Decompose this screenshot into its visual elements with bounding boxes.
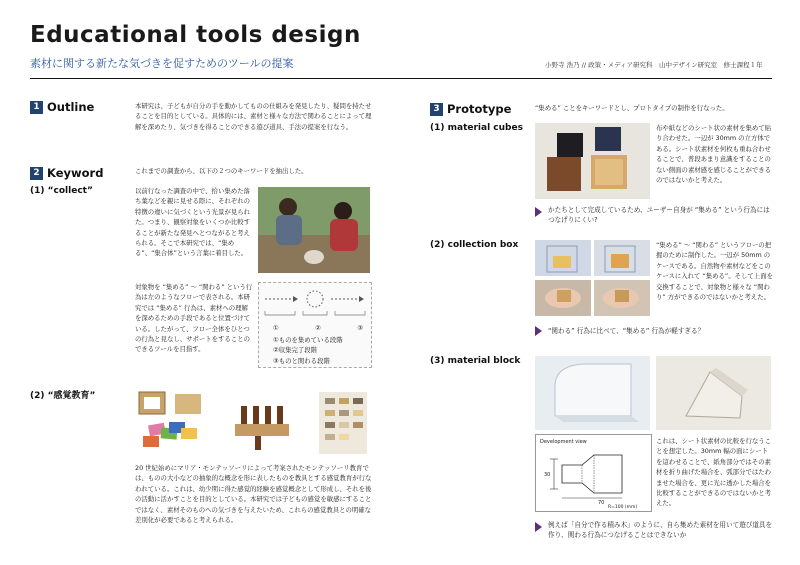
collection-box-photos: [535, 240, 650, 316]
montessori-tools-photos: [135, 388, 370, 458]
section-number-badge: 2: [30, 167, 43, 180]
drawing-label: Development view: [540, 439, 587, 445]
note-marker-icon: [535, 326, 542, 336]
material-block-photo-2: [656, 356, 771, 430]
flow-number-2: ②: [315, 324, 321, 332]
flow-number-1: ①: [273, 324, 279, 332]
section-title: Prototype: [447, 102, 512, 116]
block-label: (3) material block: [430, 356, 521, 366]
flow-step-3: ③ものと関わる段階: [273, 356, 330, 365]
flow-number-3: ③: [357, 324, 363, 332]
section-number-badge: 1: [30, 101, 43, 114]
development-view-drawing: [535, 434, 652, 512]
note-marker-icon: [535, 207, 542, 217]
dim-width: 70: [598, 500, 605, 506]
box-note: “関わる” 行為に比べて、“集める” 行為が軽すぎる？: [535, 326, 775, 336]
section-keyword-heading: [30, 166, 103, 180]
collect-label: (1) “collect”: [30, 186, 93, 196]
author-line: 小野寺 浩乃 // 政策・メディア研究科 山中デザイン研究室 修士課程１年: [545, 61, 763, 69]
cubes-text: 布や紙などのシート状の素材を集めて貼り合わせた。一辺が 30mm の立方体である。シート状素材を何枚も重ね合わせることで、普段あまり意識をすることのない側面の素材感を感じることができるのではないかと考えた。: [656, 124, 772, 185]
sensory-text: 20 世紀始めにマリア・モンテッソーリによって考案されたモンテッソーリ教育では、ものの大小などの抽象的な概念を形に表したものを教具とする感覚教育が行なわれている。これは、幼少期に得た感覚的経験を感覚概念として形成し、それを後の活動に活かすことを目的としている。本研究では子どもの感覚を敏感にすることではなく、素材そのものへの気づきを与えたいため、これらの感覚教具との明確な差別化が必要であると考えられる。: [135, 464, 372, 525]
prototype-intro: “集める” ことをキーワードとし、プロトタイプの制作を行なった。: [535, 104, 729, 112]
outline-text: 本研究は、子どもが自分の手を動かしてものの仕組みを発見したり、疑問を持たせることを目的としている。具体的には、素材と様々な方法で関わることによって理解を深めたり、気づきを得ることのできる遊び道具、手法の提案を行なう。: [135, 102, 372, 131]
flow-step-2: ②収集完了段階: [273, 346, 318, 355]
collect-text-1: 以前行なった調査の中で、拾い集めた落ち葉などを親に見せる際に、それぞれの特徴の違いに気づくという光景が見られた。つまり、観察対象をいくつか比較することが新たな発見へとつながると考えられる。そこで本研究では、“集める”、“集合体”という言葉に着目した。: [135, 187, 251, 258]
section-prototype-heading: [430, 102, 511, 116]
dim-height: 30: [544, 472, 551, 478]
flow-step-1: ①ものを集めている段階: [273, 336, 343, 344]
section-title: Keyword: [47, 166, 104, 180]
cubes-label: (1) material cubes: [430, 123, 523, 133]
header-divider: [30, 78, 772, 79]
dim-radius: R=100 (mm): [608, 505, 638, 510]
section-title: Outline: [47, 100, 95, 114]
sensory-label: (2) “感覚教育”: [30, 391, 96, 401]
section-number-badge: 3: [430, 103, 443, 116]
cubes-note: かたちとして完成しているため、ユーザー自身が “集める” という行為にはつなげりにくい?: [535, 205, 775, 226]
material-cubes-photo: [535, 123, 650, 199]
block-note: 例えば「自分で作る積み木」のように、自ら集めた素材を用いて遊び道具を作り、関わる行為につなげることはできないか: [535, 520, 775, 541]
flow-diagram: [258, 282, 372, 368]
collect-text-2: 対象物を “集める” 〜 “関わる” という行為は左のようなフローで表される。本研究では “集める” 行為は、素材への理解を深めるための手段であると位置づけている。したがって、フロー全体をひとつの行為と見なし、サポートをすることのできるツールを目指す。: [135, 283, 253, 354]
page-subtitle: 素材に関する新たな気づきを促すためのツールの提案: [30, 57, 294, 70]
material-block-photo-1: [535, 356, 650, 430]
children-collecting-photo: [258, 187, 370, 273]
note-marker-icon: [535, 522, 542, 532]
box-label: (2) collection box: [430, 240, 519, 250]
section-outline-heading: [30, 100, 94, 114]
page-title: Educational tools design: [30, 22, 361, 48]
block-text: これは、シート状素材の比較を行なうことを想定した。30mm 幅の面にシートを這わせることで、紙角部分ではその素材を折り曲げた場合を、弧部分ではたわませた場合を、更に光に透かした場合を比較することができるのではないかと考えた。: [656, 437, 772, 508]
flow-arrows-graphic: [259, 285, 371, 321]
box-text: “集める” 〜 “関わる” というフローの把握のために制作した。一辺が 50mm のケースである。自然物や素材などをこのケースに入れて “集める”。そして上面を交換することで、対象物と様々な “関わり” 方ができるのではないかと考えた。: [656, 241, 773, 302]
keyword-intro: これまでの調査から、以下の２つのキーワードを抽出した。: [135, 167, 308, 175]
